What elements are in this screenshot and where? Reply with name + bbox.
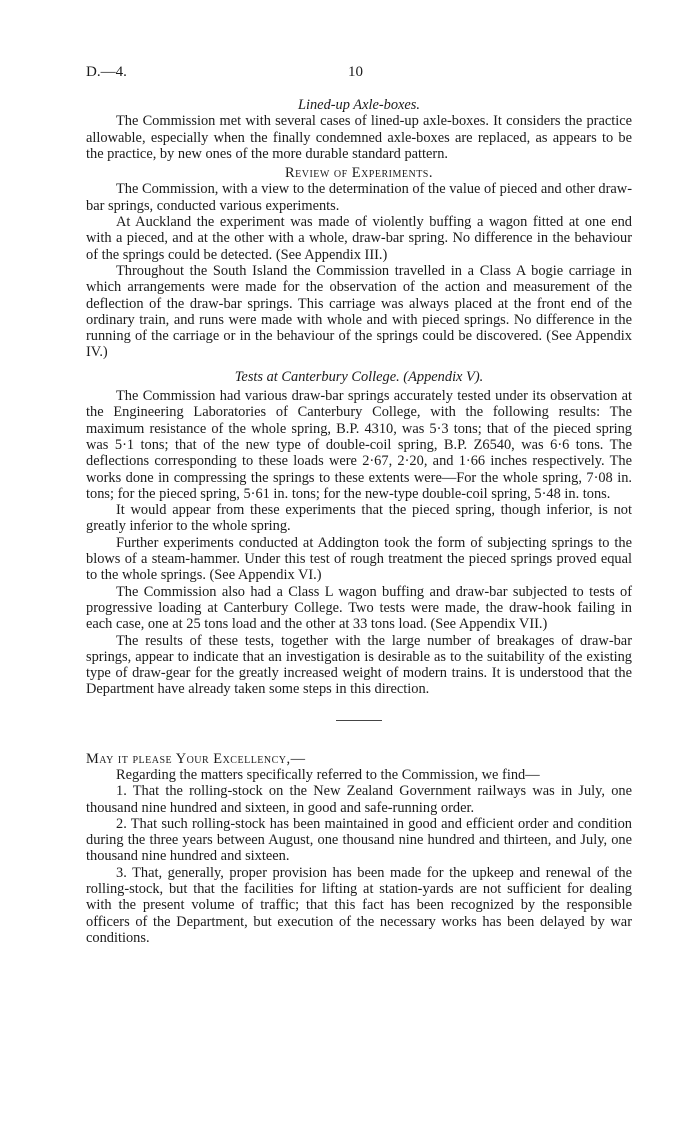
document-code: D.—4.: [86, 64, 127, 80]
section-heading-axle-boxes: Lined-up Axle-boxes.: [297, 97, 421, 113]
paragraph: It would appear from these experiments that the pieced spring, though inferior, is not greatly inferior to the whole spring.: [86, 502, 632, 535]
finding-item: 1. That the rolling-stock on the New Zealand Government railways was in July, one thousand nine hundred and sixteen, in good and safe-running order.: [86, 783, 632, 816]
paragraph: The Commission met with several cases of lined-up axle-boxes. It considers the practice allowable, especially when the finally condemned axle-boxes are replaced, as appears to be the practice, by new ones of the more durable standard pattern.: [86, 113, 632, 162]
page-number: 10: [348, 64, 363, 80]
paragraph: The Commission had various draw-bar springs accurately tested under its observation at the Engineering Laboratories of Canterbury College, with the following results: The maximum resistance of the whole spring, B.P. 4310, was 5·3 tons; that of the pieced spring was 5·1 tons; that of the new type of double-coil spring, B.P. Z6540, was 6·6 tons. The deflections corresponding to these loads were 2·67, 2·20, and 1·66 inches respectively. The works done in compressing the springs to these extents were—For the whole spring, 7·08 in. tons; for the pieced spring, 5·61 in. tons; for the new-type double-coil spring, 5·48 in. tons.: [86, 388, 632, 502]
paragraph: At Auckland the experiment was made of violently buffing a wagon fitted at one end with a pieced, and at the other with a whole, draw-bar spring. No difference in the behaviour of the springs could be detected. (See Appendix III.): [86, 214, 632, 263]
paragraph: Further experiments conducted at Addington took the form of subjecting springs to the blows of a steam-hammer. Under this test of rough treatment the pieced springs proved equal to the whole springs. (See Appendix VI.): [86, 534, 632, 584]
page-body: [86, 97, 632, 946]
finding-item: 2. That such rolling-stock has been maintained in good and efficient order and condition during the three years between August, one thousand nine hundred and thirteen, and July, one thousand nine hundred and sixteen.: [86, 815, 632, 865]
paragraph: Regarding the matters specifically referred to the Commission, we find—: [116, 766, 540, 783]
section-divider: [336, 720, 382, 721]
paragraph: Throughout the South Island the Commission travelled in a Class A bogie carriage in which arrangements were made for the observation of the action and measurement of the deflection of the draw-bar springs. This carriage was always placed at the front end of the ordinary train, and runs were made with whole and with pieced springs. No difference in the running of the carriage or in the behaviour of the springs could be discovered. (See Appendix IV.): [86, 262, 632, 361]
section-heading-canterbury: Tests at Canterbury College. (Appendix V).: [234, 368, 484, 385]
salutation: May it please Your Excellency,—: [86, 750, 306, 767]
finding-item: 3. That, generally, proper provision has been made for the upkeep and renewal of the rolling-stock, but that the facilities for lifting at station-yards are not sufficient for dealing with the present volume of traffic; that this fact has been recognized by the responsible officers of the Department, but execution of the necessary works has been delayed by war conditions.: [86, 864, 632, 946]
paragraph: The Commission also had a Class L wagon buffing and draw-bar subjected to tests of progressive loading at Canterbury College. Two tests were made, the draw-hook failing in each case, one at 25 tons load and the other at 33 tons load. (See Appendix VII.): [86, 583, 632, 633]
section-heading-experiments: Review of Experiments.: [285, 165, 433, 182]
paragraph: The Commission, with a view to the determination of the value of pieced and other draw-bar springs, conducted various experiments.: [86, 181, 632, 214]
page-header: [86, 64, 632, 86]
paragraph: The results of these tests, together with the large number of breakages of draw-bar springs, appear to indicate that an investigation is desirable as to the suitability of the existing type of draw-gear for the greatly increased weight of modern trains. It is understood that the Department have already taken some steps in this direction.: [86, 632, 632, 698]
